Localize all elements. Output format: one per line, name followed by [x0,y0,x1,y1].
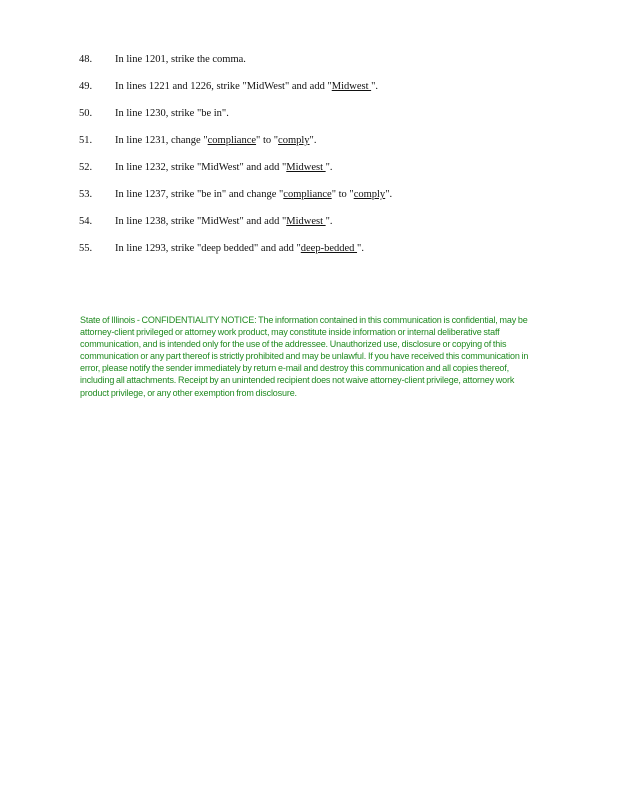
amendment-item [79,188,559,215]
amendment-text [115,215,559,242]
underlined-insertion: comply [353,189,386,200]
amendment-text-segment: ". [325,216,333,227]
confidentiality-notice: State of Illinois - CONFIDENTIALITY NOTICE: The information contained in this communication is confidential, may be attorney-client privileged or attorney work product, may constitute inside information or internal deliberative staff communication, and is intended only for the use of the addressee. Unauthorized use, disclosure or copying of this communication or any part thereof is strictly prohibited and may be unlawful. If you have received this communication in error, please notify the sender immediately by return e-mail and destroy this communication and all copies thereof, including all attachments. Receipt by an unintended recipient does not waive attorney-client privilege, attorney work product privilege, or any other exemption from disclosure. [80,315,529,398]
amendment-number: 49. [79,81,93,92]
underlined-insertion: Midwest [331,81,372,92]
amendment-item [79,80,559,107]
amendment-text-segment: ". [385,189,393,200]
amendment-text-segment: ". [357,243,364,254]
amendment-text [115,107,559,134]
amendment-number: 50. [79,108,93,119]
amendment-text-segment: In line 1231, change " [115,135,208,146]
amendment-text-segment: In line 1238, strike "MidWest" and add " [115,216,287,227]
amendment-text [115,80,559,107]
amendment-number: 55. [79,243,93,254]
amendment-item [79,242,559,269]
underlined-insertion: Midwest [286,216,326,227]
amendment-text-segment: " to " [331,189,354,200]
amendment-text-segment: In line 1232, strike "MidWest" and add " [115,162,287,173]
amendment-text [115,53,559,80]
amendment-list [79,53,559,269]
amendment-text-segment: In line 1201, strike the comma. [115,54,246,65]
amendment-item [79,107,559,134]
amendment-text-segment: In lines 1221 and 1226, strike "MidWest" and add " [115,81,332,92]
amendment-item [79,134,559,161]
amendment-text-segment: " to " [256,135,279,146]
amendment-number: 51. [79,135,93,146]
underlined-insertion: compliance [207,135,257,146]
amendment-item [79,53,559,80]
amendment-text-segment: ". [325,162,333,173]
amendment-number: 53. [79,189,93,200]
amendment-number: 52. [79,162,93,173]
amendment-text-segment: In line 1230, strike "be in". [115,108,229,119]
underlined-insertion: deep-bedded [300,243,358,254]
amendment-item [79,215,559,242]
amendment-number: 54. [79,216,93,227]
amendment-text [115,188,559,215]
underlined-insertion: Midwest [286,162,326,173]
amendment-item [79,161,559,188]
underlined-insertion: compliance [283,189,332,200]
amendment-text-segment: ". [371,81,379,92]
underlined-insertion: comply [278,135,310,146]
amendment-text-segment: In line 1237, strike "be in" and change " [115,189,284,200]
amendment-text-segment: ". [309,135,317,146]
amendment-text [115,161,559,188]
amendment-text-segment: In line 1293, strike "deep bedded" and add " [115,243,301,254]
amendment-text [115,242,559,269]
amendment-number: 48. [79,54,93,65]
amendment-text [115,134,559,161]
